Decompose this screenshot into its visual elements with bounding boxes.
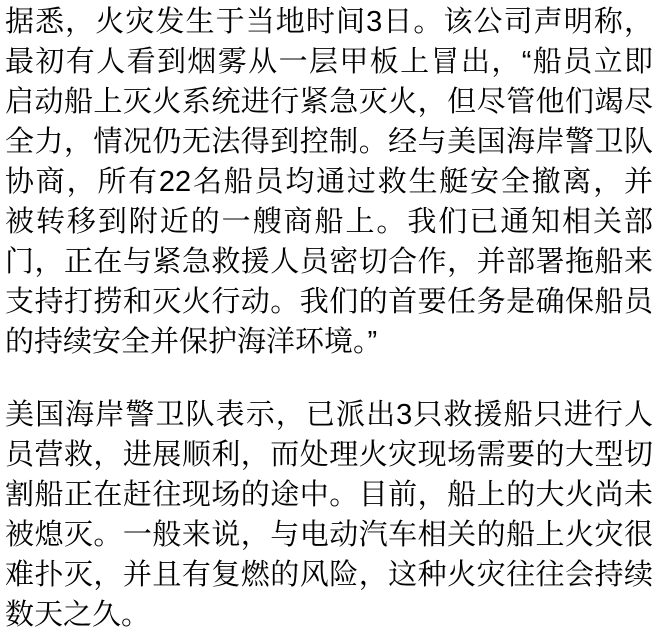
text-line: 数天之久。: [5, 599, 151, 631]
text-line: 美国海岸警卫队表示，已派出3只救援船只进行人: [5, 399, 653, 431]
text-line: 被熄灭。一般来说，与电动汽车相关的船上火灾很: [5, 519, 653, 551]
text-line: 难扑灭，并且有复燃的风险，这种火灾往往会持续: [5, 559, 653, 591]
text-line: 员营救，进展顺利，而处理火灾现场需要的大型切: [5, 439, 653, 471]
paragraph-1: [5, 2, 653, 362]
text-line: 被转移到附近的一艘商船上。我们已通知相关部: [5, 206, 653, 238]
text-line: 协商，所有22名船员均通过救生艇安全撤离，并: [5, 166, 653, 198]
text-line: 的持续安全并保护海洋环境。”: [5, 326, 378, 358]
text-line: 割船正在赶往现场的途中。目前，船上的大火尚未: [5, 479, 653, 511]
text-line: 支持打捞和灭火行动。我们的首要任务是确保船员: [5, 286, 653, 318]
text-line: 门，正在与紧急救援人员密切合作，并部署拖船来: [5, 246, 653, 278]
text-line: 最初有人看到烟雾从一层甲板上冒出，“船员立即: [5, 46, 653, 78]
text-line: 据悉，火灾发生于当地时间3日。该公司声明称，: [5, 6, 653, 38]
text-line: 全力，情况仍无法得到控制。经与美国海岸警卫队: [5, 126, 653, 158]
paragraph-2: [5, 395, 653, 635]
text-line: 启动船上灭火系统进行紧急灭火，但尽管他们竭尽: [5, 86, 653, 118]
